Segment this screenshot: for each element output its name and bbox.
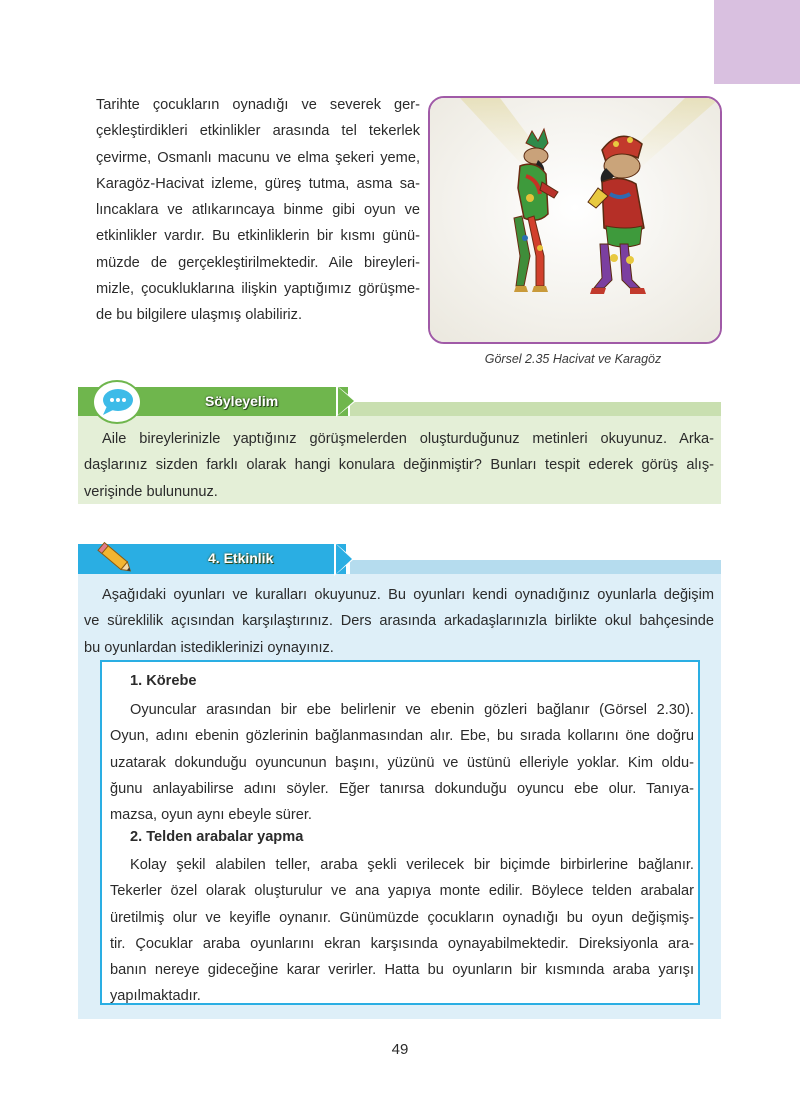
etkinlik-title: 4. Etkinlik [208,550,274,566]
speech-bubble-icon [92,380,142,424]
intro-line: çekleştirdikleri etkinlikler arasında tel tekerlek [96,123,420,140]
figure-caption: Görsel 2.35 Hacivat ve Karagöz [484,352,662,366]
game-line: uzatarak dokunduğu oyuncunun başını, yüzünü ve üstünü elleriyle yoklar. Kim oldu- [110,754,694,771]
game-line: üretilmiş olur ve keyifle oynanır. Günümüzde çocukların oynadığı bu oyun değişmiş- [110,909,694,926]
game-line: tir. Çocuklar araba oyunlarını ekran karşısında oynayabilmektedir. Direksiyonla ara- [110,935,694,952]
game-text-telden-arabalar [110,852,694,1010]
game-line: mazsa, oyun aynı ebeyle sürer. [110,807,312,824]
game-title-korebe: 1. Körebe [130,673,197,689]
game-line: yapılmaktadır. [110,988,201,1005]
hacivat-karagoz-image [428,96,722,344]
game-line: Oyuncular arasından bir ebe belirlenir ve ebenin gözleri bağlanır (Görsel 2.30). [130,702,694,718]
soyleyelim-arrow [338,387,354,415]
intro-line: Karagöz-Hacivat izleme, güreş tutma, asma sa- [96,175,420,192]
soyleyelim-line: daşlarınız sizden farklı olarak hangi konulara değinmiştir? Bunları tespit ederek görüş alış- [84,457,714,474]
game-line: Oyun, adını ebenin gözlerinin bağlanmasından alır. Ebe, bu sırada kollarını öne doğru [110,728,694,745]
intro-line: etkinlikler vardır. Bu etkinliklerin bir kısmı günü- [96,228,420,245]
soyleyelim-line: Aile bireylerinizle yaptığınız görüşmelerden oluşturduğunuz metinleri okuyunuz. Arka- [102,431,714,447]
etkinlik-arrow [336,544,352,574]
intro-line: mizle, çocukluklarına ilişkin yaptığımız görüşme- [96,281,420,298]
soyleyelim-line: verişinde bulununuz. [84,483,218,500]
etkinlik-text [84,582,714,661]
page-number: 49 [391,1041,409,1058]
game-text-korebe [110,697,694,828]
soyleyelim-text [84,426,714,505]
soyleyelim-title: Söyleyelim [205,393,279,409]
intro-paragraph [96,92,420,329]
game-line: banın nereye gideceğine karar verirler. Hatta bu oyunların bir kısmında araba yarışı [110,962,694,979]
corner-tab [714,0,800,84]
game-title-telden-arabalar: 2. Telden arabalar yapma [130,829,304,845]
intro-line: Tarihte çocukların oynadığı ve severek ger- [96,97,420,113]
intro-line: lıncaklara ve atlıkarıncaya binme gibi oyun ve [96,202,420,219]
game-line: ğunu anlayabilirse adını söyler. Eğer tanırsa dokunduğu oyuncu ebe olur. Tanıya- [110,780,694,797]
intro-line: çevirme, Osmanlı macunu ve elma şekeri yeme, [96,149,420,166]
pencil-icon [94,538,136,578]
etkinlik-line: Aşağıdaki oyunları ve kuralları okuyunuz. Bu oyunları kendi oynadığınız oyunlarla değişim [102,587,714,603]
shadow-puppets-illustration [430,98,720,342]
game-line: Tekerler özel olarak oluşturulur ve ana yapıya monte edilir. Böylece telden arabalar [110,883,694,900]
soyleyelim-header-stripe [350,402,721,416]
game-line: Kolay şekil alabilen teller, araba şekli verilecek bir biçimde birbirlerine bağlanır. [130,857,694,873]
etkinlik-header-stripe [350,560,721,574]
etkinlik-line: ve süreklilik açısından karşılaştırınız. Ders arasında arkadaşlarınızla birlikte okul bahçesinde [84,613,714,630]
intro-line: müzde de gerçekleştirilmektedir. Aile bireyleri- [96,254,420,271]
intro-line: de bu bilgilere ulaşmış olabiliriz. [96,307,303,324]
etkinlik-line: bu oyunlardan istediklerinizi oynayınız. [84,639,334,656]
